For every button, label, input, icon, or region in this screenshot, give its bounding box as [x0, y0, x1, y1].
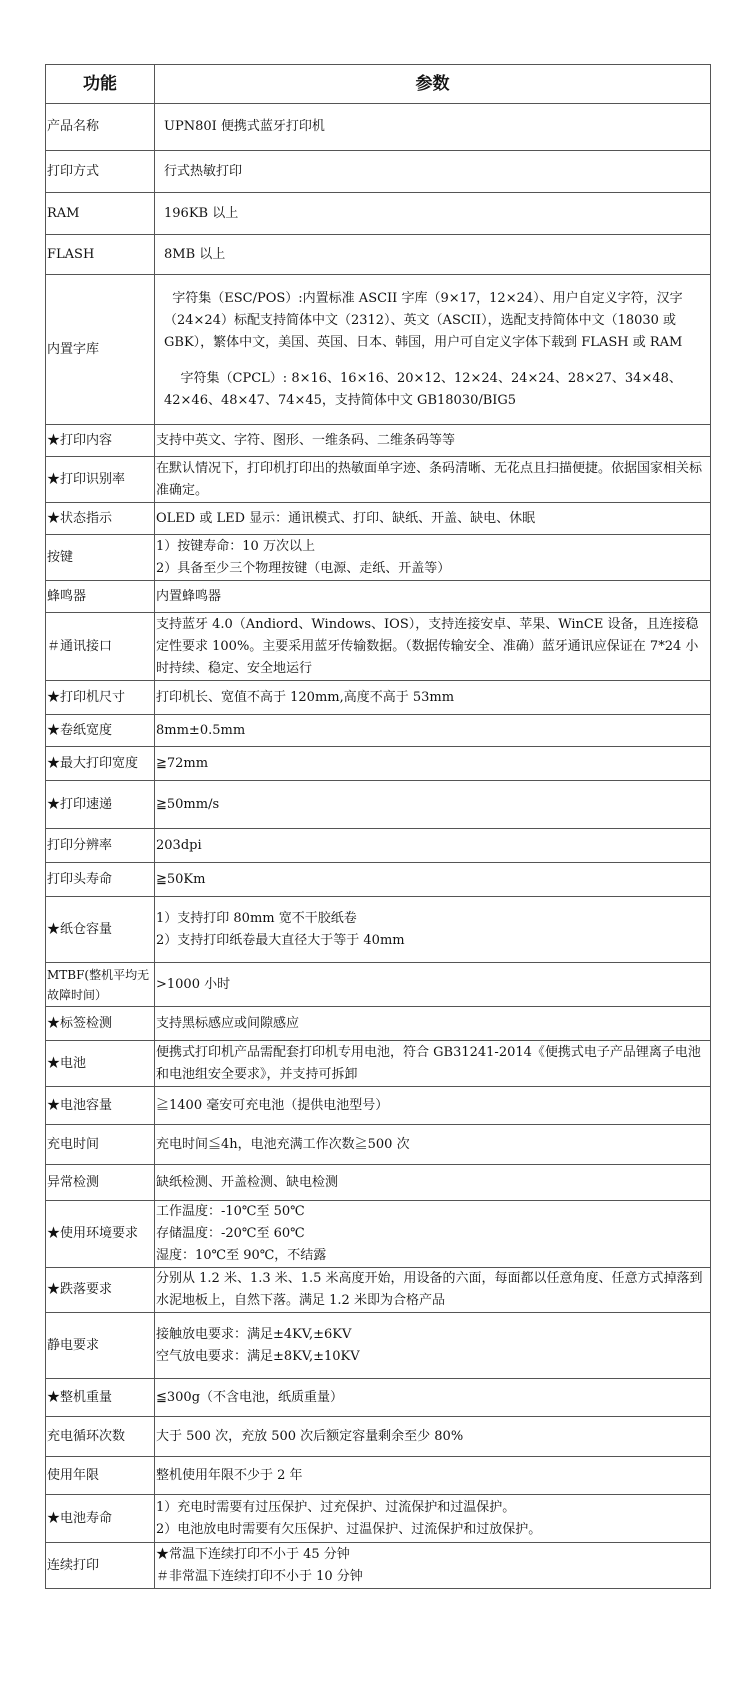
feature-name: 连续打印 — [46, 1543, 155, 1589]
table-row — [46, 275, 711, 425]
value-line: 8MB 以上 — [164, 246, 226, 262]
feature-name: ★最大打印宽度 — [46, 747, 155, 781]
feature-name: ★跌落要求 — [46, 1268, 155, 1313]
feature-value — [155, 1268, 711, 1313]
feature-name: ★纸仓容量 — [46, 897, 155, 963]
table-row — [46, 1007, 711, 1041]
feature-name: ★整机重量 — [46, 1379, 155, 1417]
value-line: 缺纸检测、开盖检测、缺电检测 — [156, 1174, 339, 1190]
feature-value — [155, 1125, 711, 1165]
table-row — [46, 1417, 711, 1457]
feature-name: 打印方式 — [46, 151, 155, 193]
feature-value — [155, 897, 711, 963]
table-row — [46, 151, 711, 193]
feature-name: ＃通讯接口 — [46, 613, 155, 681]
value-line: ≧50Km — [156, 871, 206, 887]
header-parameter: 参数 — [155, 65, 711, 104]
value-line: OLED 或 LED 显示：通讯模式、打印、缺纸、开盖、缺电、休眠 — [156, 510, 536, 526]
table-row — [46, 1201, 711, 1268]
value-line: 存储温度：-20℃至 60℃ — [156, 1226, 305, 1241]
feature-value — [155, 581, 711, 613]
feature-name: 异常检测 — [46, 1165, 155, 1201]
value-line: ＃非常温下连续打印不小于 10 分钟 — [156, 1568, 363, 1584]
table-row — [46, 1379, 711, 1417]
table-row — [46, 1268, 711, 1313]
value-line: 分别从 1.2 米、1.3 米、1.5 米高度开始，用设备的六面，每面都以任意角度、任意方式掉落到水泥地板上，自然下落。满足 1.2 米即为合格产品 — [156, 1271, 703, 1308]
feature-value — [155, 1417, 711, 1457]
feature-value — [155, 1165, 711, 1201]
value-line: 内置蜂鸣器 — [156, 588, 222, 604]
feature-name: 使用年限 — [46, 1457, 155, 1495]
value-line: 196KB 以上 — [164, 205, 239, 221]
value-line: 大于 500 次，充放 500 次后额定容量剩余至少 80% — [156, 1428, 464, 1444]
value-line: 空气放电要求：满足±8KV,±10KV — [156, 1348, 360, 1364]
feature-value — [155, 1543, 711, 1589]
feature-value — [155, 1201, 711, 1268]
feature-name: ★使用环境要求 — [46, 1201, 155, 1268]
feature-name: ★打印内容 — [46, 425, 155, 457]
feature-name: 产品名称 — [46, 104, 155, 151]
table-row — [46, 1041, 711, 1087]
feature-name: ★电池 — [46, 1041, 155, 1087]
table-row — [46, 457, 711, 503]
header-row — [46, 65, 711, 104]
feature-value — [155, 235, 711, 275]
value-line: UPN80I 便携式蓝牙打印机 — [164, 119, 325, 134]
value-line: 支持中英文、字符、图形、一维条码、二维条码等等 — [156, 432, 456, 448]
feature-value — [155, 1457, 711, 1495]
feature-value — [155, 503, 711, 535]
value-line: 湿度：10℃至 90℃，不结露 — [156, 1248, 327, 1263]
value-line: 1）支持打印 80mm 宽不干胶纸卷 — [156, 910, 357, 926]
feature-name: 充电循环次数 — [46, 1417, 155, 1457]
value-line: 行式热敏打印 — [164, 163, 243, 179]
feature-value — [155, 1313, 711, 1379]
table-row — [46, 897, 711, 963]
feature-name: ★打印识别率 — [46, 457, 155, 503]
table-row — [46, 1543, 711, 1589]
table-row — [46, 613, 711, 681]
value-line: 1）充电时需要有过压保护、过充保护、过流保护和过温保护。 — [156, 1499, 516, 1515]
table-row — [46, 681, 711, 715]
value-line: 字符集（CPCL）: 8×16、16×16、20×12、12×24、24×24、28×27、34×48、42×46、48×47、74×45，支持简体中文 GB18030/BIG5 — [164, 370, 682, 408]
value-line: 在默认情况下，打印机打印出的热敏面单字迹、条码清晰、无花点且扫描便捷。依据国家相关标准确定。 — [156, 460, 703, 498]
feature-name: ★电池寿命 — [46, 1495, 155, 1543]
feature-name: 充电时间 — [46, 1125, 155, 1165]
value-line: ≧1400 毫安可充电池（提供电池型号） — [156, 1097, 389, 1113]
value-line: ≧72mm — [156, 755, 209, 771]
value-line: 工作温度：-10℃至 50℃ — [156, 1204, 305, 1219]
feature-name: ★打印速递 — [46, 781, 155, 829]
table-row — [46, 535, 711, 581]
table-row — [46, 1457, 711, 1495]
table-row — [46, 1495, 711, 1543]
feature-name: 打印头寿命 — [46, 863, 155, 897]
feature-value — [155, 613, 711, 681]
value-line: ★常温下连续打印不小于 45 分钟 — [156, 1546, 350, 1562]
value-line: 充电时间≦4h，电池充满工作次数≧500 次 — [156, 1136, 410, 1152]
feature-name: ★卷纸宽度 — [46, 715, 155, 747]
table-row — [46, 193, 711, 235]
feature-name: ★状态指示 — [46, 503, 155, 535]
value-line: >1000 小时 — [156, 976, 231, 992]
feature-name: ★打印机尺寸 — [46, 681, 155, 715]
value-line: 8mm±0.5mm — [156, 722, 246, 738]
feature-value — [155, 963, 711, 1007]
feature-value — [155, 1087, 711, 1125]
value-line: 打印机长、宽值不高于 120mm,高度不高于 53mm — [156, 689, 455, 705]
feature-value — [155, 781, 711, 829]
table-row — [46, 829, 711, 863]
value-line: 203dpi — [156, 837, 202, 853]
feature-value — [155, 104, 711, 151]
feature-name: ★标签检测 — [46, 1007, 155, 1041]
feature-value — [155, 1495, 711, 1543]
table-row — [46, 963, 711, 1007]
table-row — [46, 104, 711, 151]
value-line: 支持蓝牙 4.0（Andiord、Windows、IOS），支持连接安卓、苹果、WinCE 设备，且连接稳定性要求 100%。主要采用蓝牙传输数据。（数据传输安全、准确）蓝牙通讯应保证在 7*24 小时持续、稳定、安全地运行 — [156, 616, 699, 676]
feature-name: FLASH — [46, 235, 155, 275]
feature-value — [155, 715, 711, 747]
feature-name: RAM — [46, 193, 155, 235]
feature-value — [155, 747, 711, 781]
feature-name: MTBF(整机平均无故障时间） — [46, 963, 155, 1007]
table-row — [46, 781, 711, 829]
feature-name: 打印分辨率 — [46, 829, 155, 863]
value-line: 1）按键寿命：10 万次以上 — [156, 538, 315, 554]
value-line: ≦300g（不含电池，纸质重量） — [156, 1389, 344, 1405]
table-row — [46, 715, 711, 747]
table-row — [46, 747, 711, 781]
feature-value — [155, 425, 711, 457]
paragraph-gap — [164, 354, 709, 368]
value-line: 2）支持打印纸卷最大直径大于等于 40mm — [156, 932, 405, 948]
feature-value — [155, 1041, 711, 1087]
feature-value — [155, 681, 711, 715]
feature-name: 内置字库 — [46, 275, 155, 425]
header-function: 功能 — [46, 65, 155, 104]
table-row — [46, 425, 711, 457]
feature-value — [155, 535, 711, 581]
feature-value — [155, 829, 711, 863]
value-line: 2）具备至少三个物理按键（电源、走纸、开盖等） — [156, 560, 451, 576]
feature-name: 静电要求 — [46, 1313, 155, 1379]
table-row — [46, 235, 711, 275]
value-line: 字符集（ESC/POS）:内置标准 ASCII 字库（9×17，12×24）、用户自定义字符，汉字（24×24）标配支持简体中文（2312）、英文（ASCII），选配支持简体中文（18030 或 GBK），繁体中文，美国、英国、日本、韩国，用户可自定义字体下载到 FLASH 或 RAM — [164, 290, 683, 350]
feature-name: 蜂鸣器 — [46, 581, 155, 613]
value-line: 2）电池放电时需要有欠压保护、过温保护、过流保护和过放保护。 — [156, 1521, 542, 1537]
value-line: ≧50mm/s — [156, 796, 220, 812]
table-row — [46, 1125, 711, 1165]
feature-value — [155, 151, 711, 193]
table-row — [46, 863, 711, 897]
table-row — [46, 1313, 711, 1379]
value-line: 便携式打印机产品需配套打印机专用电池，符合 GB31241-2014《便携式电子产品锂离子电池和电池组安全要求》，并支持可拆卸 — [156, 1044, 701, 1082]
feature-name: 按键 — [46, 535, 155, 581]
spec-table — [45, 64, 711, 1589]
feature-value — [155, 193, 711, 235]
feature-value — [155, 1379, 711, 1417]
feature-value — [155, 863, 711, 897]
table-row — [46, 581, 711, 613]
value-line: 整机使用年限不少于 2 年 — [156, 1467, 303, 1483]
value-line: 接触放电要求：满足±4KV,±6KV — [156, 1326, 352, 1342]
spec-body — [46, 104, 711, 1589]
feature-value — [155, 457, 711, 503]
feature-name: ★电池容量 — [46, 1087, 155, 1125]
feature-value — [155, 1007, 711, 1041]
feature-value — [155, 275, 711, 425]
table-row — [46, 503, 711, 535]
table-row — [46, 1165, 711, 1201]
table-row — [46, 1087, 711, 1125]
value-line: 支持黑标感应或间隙感应 — [156, 1015, 300, 1031]
